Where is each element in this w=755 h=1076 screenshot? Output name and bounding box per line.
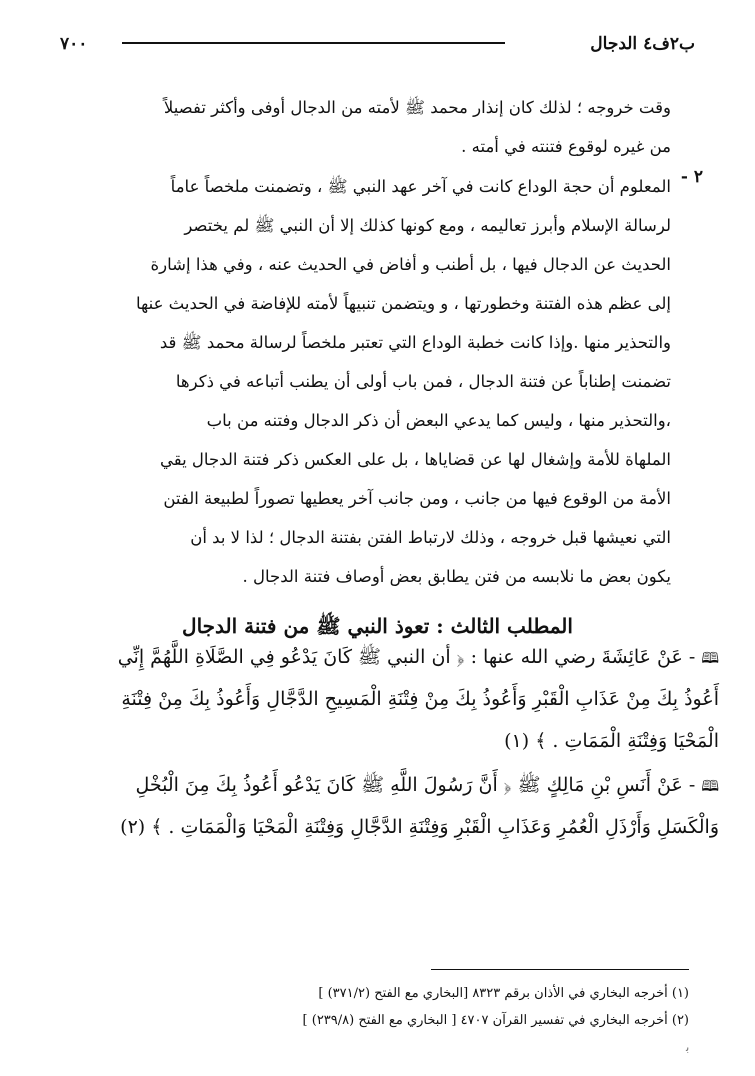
book-icon: 🕮 <box>701 649 719 667</box>
text-line: إلى عظم هذه الفتنة وخطورتها ، و ويتضمن تنبيهاً لأمته للإفاضة في الحديث عنها <box>135 294 671 313</box>
text-line: يكون بعض ما نلابسه من فتن يطابق بعض أوصاف فتنة الدجال . <box>242 567 671 586</box>
text-line: لرسالة الإسلام وأبرز تعاليمه ، ومع كونها كذلك إلا أن النبي ﷺ لم يختصر <box>184 216 671 235</box>
footnotes <box>60 980 689 1034</box>
hadith-line: وَالْكَسَلِ وَأَرْذَلِ الْعُمُرِ وَعَذَابِ الْقَبْرِ وَفِتْنَةِ الدَّجَّالِ وَفِتْنَةِ الْمَحْيَا وَالْمَمَاتِ . ﴾ (٢) <box>120 816 719 838</box>
hadith-line: أَعُوذُ بِكَ مِنْ عَذَابِ الْقَبْرِ وَأَعُوذُ بِكَ مِنْ فِتْنَةِ الْمَسِيحِ الدَّجَّالِ وَأَعُوذُ بِكَ مِنْ فِتْنَةِ <box>121 688 719 710</box>
running-title: ب٢ف٤ الدجال <box>590 34 695 54</box>
book-icon: 🕮 <box>701 777 719 795</box>
text-line: الحديث عن الدجال فيها ، بل أطنب و أفاض في الحديث عنه ، وفي هذا إشارة <box>150 255 671 274</box>
hadith-line: الْمَحْيَا وَفِتْنَةِ الْمَمَاتِ . ﴾ (١) <box>504 730 719 752</box>
page-header <box>60 34 695 58</box>
text-line: تضمنت إطناباً عن فتنة الدجال ، فمن باب أولى أن يطنب أتباعه في ذكرها <box>175 372 671 391</box>
text-line: الأمة من الوقوع فيها من جانب ، ومن جانب آخر يعطيها تصوراً لطبيعة الفتن <box>163 489 671 508</box>
text-line: وقت خروجه ؛ لذلك كان إنذار محمد ﷺ لأمته من الدجال أوفى وأكثر تفصيلاً <box>163 98 671 117</box>
section-heading: المطلب الثالث : تعوذ النبي ﷺ من فتنة الدجال <box>182 614 573 638</box>
hadith-2 <box>28 764 719 848</box>
page-number: ٧٠٠ <box>60 34 88 54</box>
point-number: ٢ - <box>680 167 703 187</box>
footnote-rule <box>431 969 689 970</box>
header-rule <box>122 42 505 44</box>
point-2-text <box>78 167 671 596</box>
text-line: والتحذير منها .وإذا كانت خطبة الوداع التي تعتبر ملخصاً لرسالة محمد ﷺ قد <box>159 333 671 352</box>
margin-mark: ﺑ <box>686 1040 690 1054</box>
footnote-2: (٢) أخرجه البخاري في تفسير القرآن ٤٧٠٧ [ البخاري مع الفتح (٢٣٩/٨) ] <box>302 1013 689 1028</box>
text-line: المعلوم أن حجة الوداع كانت في آخر عهد النبي ﷺ ، وتضمنت ملخصاً عاماً <box>170 177 671 196</box>
footnote-1: (١) أخرجه البخاري في الأذان برقم ٨٣٢٣ [البخاري مع الفتح (٣٧١/٢) ] <box>318 986 689 1001</box>
paragraph-1 <box>78 88 671 166</box>
text-line: الملهاة للأمة وإشغال لها عن قضاياها ، بل على العكس ذكر فتنة الدجال يقي <box>160 450 671 469</box>
hadith-line <box>28 636 719 678</box>
hadith-text: - عَنْ عَائِشَةَ رضي الله عنها : ﴿ أن النبي ﷺ كَانَ يَدْعُو فِي الصَّلَاةِ اللَّهُمَّ إِنِّي <box>117 646 696 668</box>
hadith-1 <box>28 636 719 762</box>
hadith-line <box>28 764 719 806</box>
hadith-text: - عَنْ أَنَسِ بْنِ مَالِكٍ ﷺ ﴿ أَنَّ رَسُولَ اللَّهِ ﷺ كَانَ يَدْعُو أَعُوذُ بِكَ مِنَ الْبُخْلِ <box>135 774 696 796</box>
text-line: من غيره لوقوع فتنته في أمته . <box>461 137 671 156</box>
text-line: ،والتحذير منها ، وليس كما يدعي البعض أن ذكر الدجال وفتنه من باب <box>206 411 671 430</box>
text-line: التي نعيشها قبل خروجه ، وذلك لارتباط الفتن بفتنة الدجال ؛ لذا لا بد أن <box>190 528 671 547</box>
